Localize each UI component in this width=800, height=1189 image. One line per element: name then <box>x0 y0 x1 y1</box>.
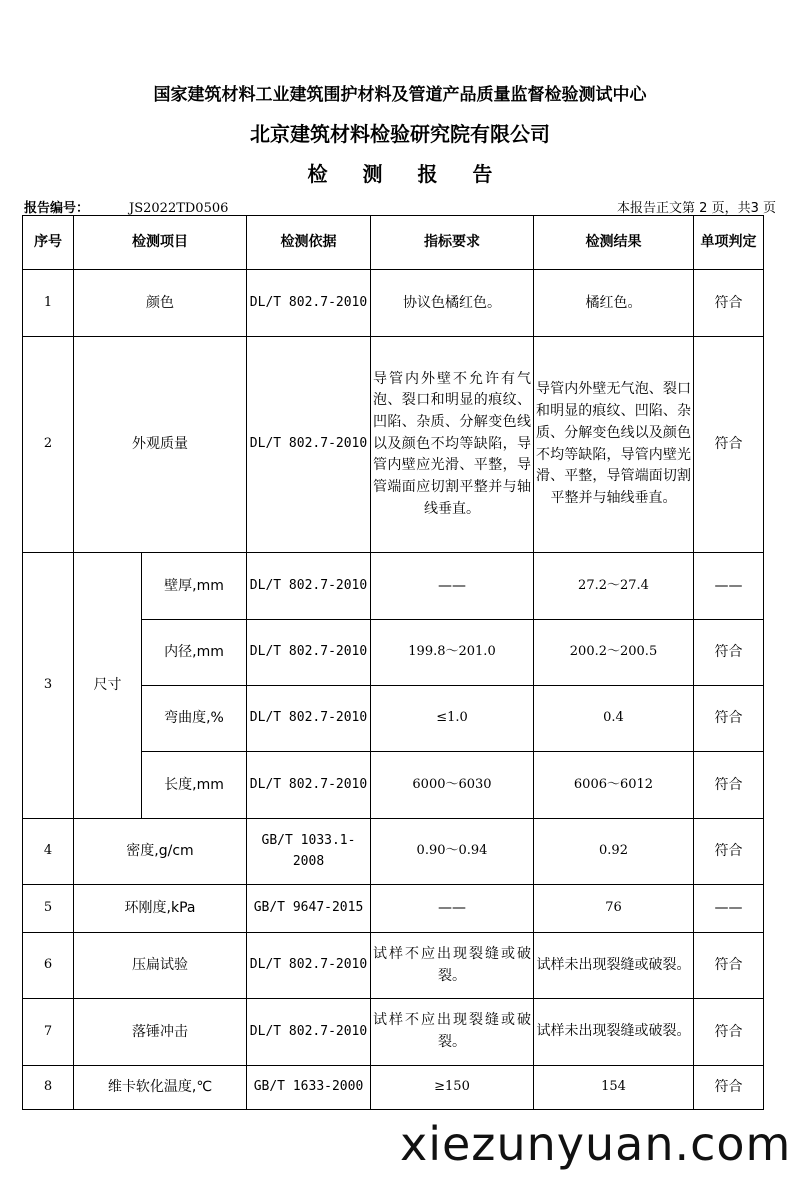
col-header-no: 序号 <box>23 216 74 270</box>
row-basis: DL/T 802.7-2010 <box>247 337 371 553</box>
report-number-label: 报告编号： <box>24 201 90 216</box>
row-no: 2 <box>23 337 74 553</box>
row-no: 6 <box>23 933 74 999</box>
table-row <box>23 553 764 620</box>
row-result: 76 <box>534 885 694 933</box>
issuer-center-name: 国家建筑材料工业建筑围护材料及管道产品质量监督检验测试中心 <box>153 85 647 105</box>
row-verdict: —— <box>694 885 764 933</box>
table-row <box>23 1066 764 1110</box>
row-sub-item: 壁厚,mm <box>142 553 247 620</box>
test-results-table <box>22 215 764 1110</box>
company-name: 北京建筑材料检验研究院有限公司 <box>250 122 550 146</box>
row-no: 1 <box>23 270 74 337</box>
row-group-item: 尺寸 <box>74 553 142 819</box>
row-item: 落锤冲击 <box>74 999 247 1066</box>
col-header-item: 检测项目 <box>74 216 247 270</box>
table-row <box>23 819 764 885</box>
row-verdict: 符合 <box>694 270 764 337</box>
table-row <box>23 999 764 1066</box>
row-item: 压扁试验 <box>74 933 247 999</box>
table-row <box>23 270 764 337</box>
col-header-verdict: 单项判定 <box>694 216 764 270</box>
row-requirement: 199.8～201.0 <box>371 620 534 686</box>
row-no: 8 <box>23 1066 74 1110</box>
row-item: 外观质量 <box>74 337 247 553</box>
row-no: 4 <box>23 819 74 885</box>
row-basis: DL/T 802.7-2010 <box>247 553 371 620</box>
row-verdict: 符合 <box>694 1066 764 1110</box>
row-basis: DL/T 802.7-2010 <box>247 620 371 686</box>
row-requirement: ≤1.0 <box>371 686 534 752</box>
watermark-text: xiezunyuan.com <box>400 1117 792 1171</box>
row-basis: DL/T 802.7-2010 <box>247 999 371 1066</box>
row-result: 试样未出现裂缝或破裂。 <box>534 933 694 999</box>
row-verdict: 符合 <box>694 752 764 819</box>
row-item: 颜色 <box>74 270 247 337</box>
row-item: 维卡软化温度,℃ <box>74 1066 247 1110</box>
row-result: 6006～6012 <box>534 752 694 819</box>
row-result: 试样未出现裂缝或破裂。 <box>534 999 694 1066</box>
row-basis: DL/T 802.7-2010 <box>247 933 371 999</box>
col-header-result: 检测结果 <box>534 216 694 270</box>
row-sub-item: 长度,mm <box>142 752 247 819</box>
row-requirement: 导管内外壁不允许有气泡、裂口和明显的痕纹、凹陷、杂质、分解变色线以及颜色不均等缺陷，导管内壁应光滑、平整，导管端面应切割平整并与轴线垂直。 <box>371 337 534 553</box>
row-result: 导管内外壁无气泡、裂口和明显的痕纹、凹陷、杂质、分解变色线以及颜色不均等缺陷，导管内壁光滑、平整，导管端面切割平整并与轴线垂直。 <box>534 337 694 553</box>
row-no: 7 <box>23 999 74 1066</box>
report-number <box>24 197 228 216</box>
row-requirement: —— <box>371 553 534 620</box>
row-result: 27.2～27.4 <box>534 553 694 620</box>
row-item: 密度,g/cm <box>74 819 247 885</box>
col-header-basis: 检测依据 <box>247 216 371 270</box>
report-number-value: JS2022TD0506 <box>129 201 229 216</box>
page-info: 本报告正文第 2 页，共3 页 <box>617 201 776 216</box>
row-basis: DL/T 802.7-2010 <box>247 270 371 337</box>
table-row <box>23 885 764 933</box>
row-verdict: 符合 <box>694 819 764 885</box>
row-requirement: ≥150 <box>371 1066 534 1110</box>
row-basis: GB/T 9647-2015 <box>247 885 371 933</box>
row-result: 200.2～200.5 <box>534 620 694 686</box>
row-requirement: 试样不应出现裂缝或破裂。 <box>371 933 534 999</box>
row-requirement: 6000～6030 <box>371 752 534 819</box>
col-header-requirement: 指标要求 <box>371 216 534 270</box>
row-requirement: 协议色橘红色。 <box>371 270 534 337</box>
row-requirement: —— <box>371 885 534 933</box>
row-verdict: 符合 <box>694 933 764 999</box>
row-verdict: 符合 <box>694 686 764 752</box>
row-sub-item: 弯曲度,% <box>142 686 247 752</box>
row-verdict: 符合 <box>694 337 764 553</box>
row-basis: GB/T 1033.1-2008 <box>247 819 371 885</box>
row-verdict: 符合 <box>694 620 764 686</box>
row-result: 橘红色。 <box>534 270 694 337</box>
row-result: 0.92 <box>534 819 694 885</box>
row-sub-item: 内径,mm <box>142 620 247 686</box>
row-basis: DL/T 802.7-2010 <box>247 752 371 819</box>
row-result: 154 <box>534 1066 694 1110</box>
row-no: 5 <box>23 885 74 933</box>
row-verdict: 符合 <box>694 999 764 1066</box>
row-requirement: 试样不应出现裂缝或破裂。 <box>371 999 534 1066</box>
row-item: 环刚度,kPa <box>74 885 247 933</box>
row-basis: DL/T 802.7-2010 <box>247 686 371 752</box>
row-requirement: 0.90～0.94 <box>371 819 534 885</box>
table-row <box>23 933 764 999</box>
row-result: 0.4 <box>534 686 694 752</box>
table-header-row <box>23 216 764 270</box>
report-title: 检 测 报 告 <box>307 162 507 186</box>
row-no: 3 <box>23 553 74 819</box>
table-row <box>23 337 764 553</box>
row-basis: GB/T 1633-2000 <box>247 1066 371 1110</box>
row-verdict: —— <box>694 553 764 620</box>
